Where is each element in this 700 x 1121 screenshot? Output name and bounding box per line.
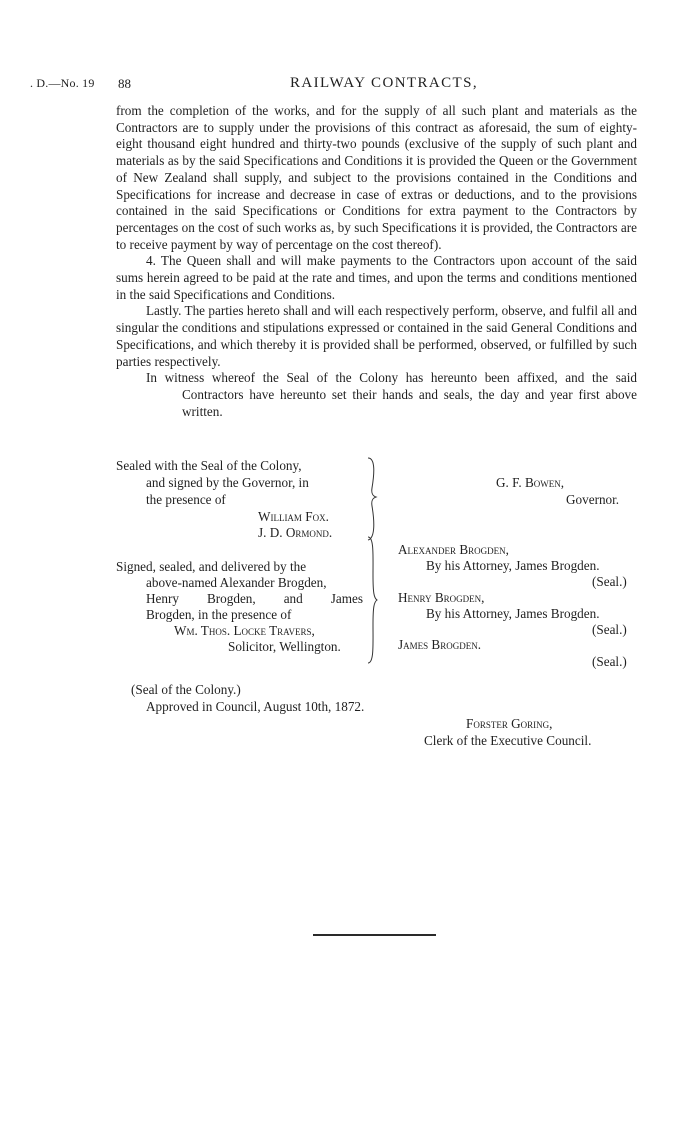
word-and: and (283, 591, 303, 606)
document-reference: . D.—No. 19 (30, 76, 95, 90)
page-number: 88 (118, 76, 131, 91)
governor-name: G. F. Bowen, (496, 475, 565, 490)
running-title: RAILWAY CONTRACTS, (290, 75, 478, 91)
seal-mark-2: (Seal.) (592, 622, 627, 637)
paragraph-lastly: Lastly. The parties hereto shall and will each respectively perform, observe, and fulfil all and singular the conditions and stipulations expressed or contained in the said General Conditions and Specifications, and which thereby it is provided shall be performed, observed, or fulfilled by such parties respectively. (116, 303, 637, 369)
seal-mark-1: (Seal.) (592, 574, 627, 589)
witness-jd-ormond: J. D. Ormond. (258, 525, 333, 540)
clerk-name: Forster Goring, (466, 716, 553, 731)
seal-line-1: Sealed with the Seal of the Colony, (116, 458, 302, 473)
brace-governor (364, 456, 384, 542)
page-header (0, 76, 700, 96)
paragraph-in-witness: In witness whereof the Seal of the Colony has hereunto been affixed, and the said Contractors have hereunto set their hands and seals, the day and year first above written. (146, 370, 637, 419)
word-henry: Henry (146, 591, 179, 606)
seal-of-colony-note: (Seal of the Colony.) (131, 682, 241, 697)
governor-title: Governor. (566, 492, 620, 507)
signatory-james: James Brogden. (398, 637, 482, 652)
word-brogden: Brogden, (206, 591, 256, 606)
contract-body (116, 103, 637, 420)
witness-travers: Wm. Thos. Locke Travers, (174, 623, 315, 638)
seal-mark-3: (Seal.) (592, 654, 627, 669)
clerk-title: Clerk of the Executive Council. (424, 733, 592, 748)
contractor-line-1: Signed, sealed, and delivered by the (116, 559, 307, 574)
paragraph-payment-sum: from the completion of the works, and for the supply of all such plant and materials as the Contractors are to supply under the provisions of this contract as aforesaid, the sum of eighty-eight thousand eight hundred and thirty-two pounds (exclusive of the supply of such plant and materials as by the said Specifications and Conditions it is provided the Queen or the Government of New Zealand shall supply, and subject to the provisions contained in the Conditions and Specifications for increase and decrease in case of extras or deductions, and to the provisions contained in the said Specifications or Conditions for extra payment to the Contractors by percentages on the cost of such works as, by such Specifications it is provided, the Contractors are to receive payment by way of percentage on the cost thereof). (116, 103, 637, 252)
witness-travers-title: Solicitor, Wellington. (228, 639, 341, 654)
contractor-line-4: Brogden, in the presence of (146, 607, 292, 622)
brace-contractors (364, 535, 384, 665)
signatory-alexander-attorney: By his Attorney, James Brogden. (426, 558, 600, 573)
paragraph-clause-4: 4. The Queen shall and will make payments to the Contractors upon account of the said sums herein agreed to be paid at the rate and times, and upon the terms and conditions mentioned in the said Specifications and Conditions. (116, 253, 637, 302)
signatory-henry-attorney: By his Attorney, James Brogden. (426, 606, 600, 621)
contractor-line-3 (146, 591, 363, 608)
seal-line-2: and signed by the Governor, in (146, 475, 309, 490)
contractor-line-2: above-named Alexander Brogden, (146, 575, 327, 590)
signatory-henry: Henry Brogden, (398, 590, 485, 605)
signatory-alexander: Alexander Brogden, (398, 542, 509, 557)
approved-in-council: Approved in Council, August 10th, 1872. (146, 699, 365, 714)
closing-rule (313, 934, 436, 936)
word-james: James (330, 591, 363, 606)
seal-line-3: the presence of (146, 492, 226, 507)
witness-william-fox: William Fox. (258, 509, 329, 524)
